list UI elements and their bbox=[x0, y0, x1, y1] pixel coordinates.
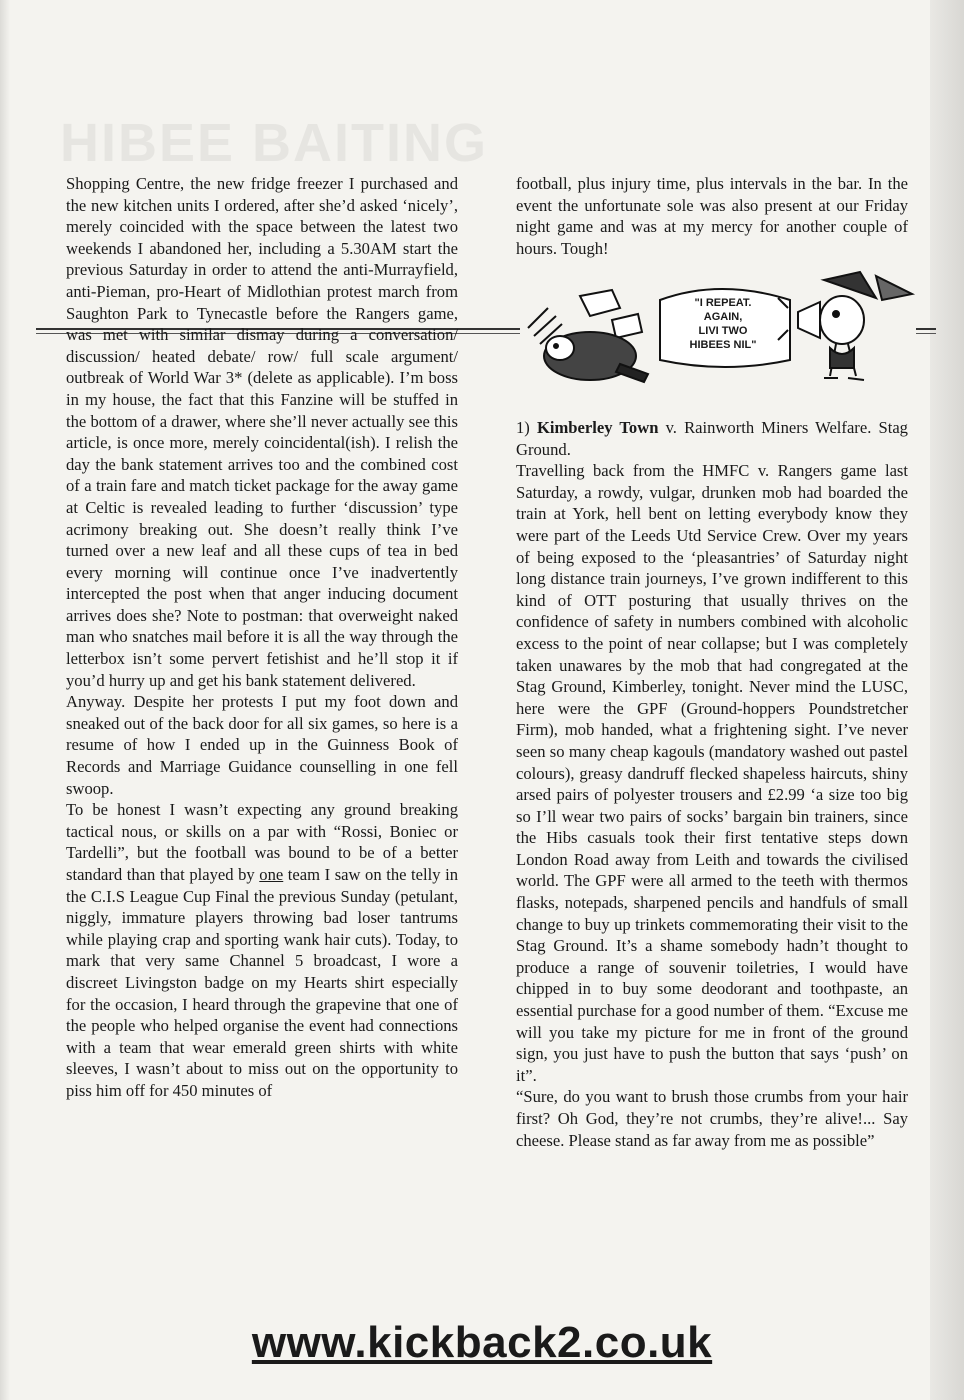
underlined-word: one bbox=[259, 865, 284, 884]
right-paragraph-1: football, plus injury time, plus intervals in the bar. In the event the unfortunate sole was also present at our Friday night game and was at my mercy for another couple of hours. Tough! bbox=[516, 174, 908, 258]
page-left-edge bbox=[0, 0, 10, 1400]
left-paragraph-1: Shopping Centre, the new fridge freezer I purchased and the new kitchen units I ordered, after she’d asked ‘nicely’, merely coincided with the space between the latest two weekends I abandoned her, including a 5.30AM start the previous Saturday in order to attend the anti-Murrayfield, anti-Pieman, pro-Heart of Midlothian protest march from Saughton Park to Tynecastle before the Rangers game, was met with similar dismay during a conversation/ discussion/ heated debate/ row/ full scale argument/ outbreak of World War 3* (delete as applicable). I’m boss in my house, the fact that this Fanzine will be stuffed in the bottom of a drawer, where she’ll never actually see this article, is once more, merely coincidental(ish). I relish the day the bank statement arrives too and the combined cost of a train fare and match ticket package for the away game at Celtic is revealed leading to further ‘discussion’ type acrimony breaking out. She doesn’t really think I’ve turned over a new leaf and all these cups of tea in bed every morning will continue once I’ve inadvertently intercepted the post when that anger inducing document arrives does she? Note to postman: that overweight naked man who snatches mail before it is all the way through the letterbox isn’t some pervert fetishist and he’ll stop it if you’d hurry up and get his bank statement delivered. bbox=[66, 174, 458, 690]
match-heading bbox=[516, 417, 908, 460]
bubble-line-2: AGAIN, bbox=[703, 311, 743, 323]
bubble-line-3: LIVI TWO bbox=[698, 325, 748, 337]
text-run: To be honest I wasn’t expecting any ground breaking tactical nous, or skills on a par with “Rossi, Boniec or Tardelli”, but the football was bound to be of a better standard than that played by bbox=[66, 800, 458, 884]
bubble-line-4: HIBEES NIL" bbox=[689, 339, 757, 351]
right-column-bottom bbox=[516, 417, 908, 1151]
right-paragraph-3: “Sure, do you want to brush those crumbs from your hair first? Oh God, they’re not crumbs, they’re alive!... Say cheese. Please stand as far away from me as possible” bbox=[516, 1087, 908, 1150]
home-team: Kimberley Town bbox=[536, 418, 659, 437]
left-paragraph-2: Anyway. Despite her protests I put my foot down and sneaked out of the back door for all six games, so here is a resume of how I ended up in the Guinness Book of Records and Marriage Guidance counselling in one fell swoop. bbox=[66, 692, 458, 798]
match-number: 1) bbox=[516, 418, 537, 437]
right-column-top bbox=[516, 173, 908, 259]
right-paragraph-2: Travelling back from the HMFC v. Rangers game last Saturday, a rowdy, vulgar, drunken mob had boarded the train at York, hell bent on letting everybody know they were part of the Leeds Utd Service Crew. Over my years of being exposed to the ‘pleasantries’ of Saturday night long distance train journeys, I’ve grown indifferent to this kind of OTT posturing that usually thrives on the confidence of safety in numbers combined with alcoholic excess to the point of near collapse; but I was completely taken unawares by the mob that had congregated at the Stag Ground, Kimberley, tonight. Never mind the LUSC, here were the GPF (Ground-hoppers Poundstretcher Firm), mob handed, what a frightening sight. I’ve never seen so many cheap kagouls (mandatory washed out pastel colours), greasy dandruff flecked shapeless haircuts, shiny arsed pairs of polyester trousers and £2.99 ‘a size too big so I’ll wear two pairs of socks’ bargain bin trainers, since the Hibs casuals took their first tentative steps down London Road away from Leith and towards the civilised world. The GPF were all armed to the teeth with thermos flasks, notepads, sharpened pencils and handfuls of small change to buy up trinkets commemorating their visit to the Stag Ground. It’s a shame somebody hadn’t thought to produce a range of souvenir toiletries, I would have chipped in to buy some deodorant and toothpaste, an essential purchase for a good number of them. “Excuse me will you take my picture for me in front of the ground sign, you just have to push the button that says ‘push’ on it”. bbox=[516, 461, 908, 1085]
text-run: team I saw on the telly in the C.I.S League Cup Final the previous Sunday (petulant, niggly, immature players throwing bad loser tantrums while playing crap and sporting wank hair cuts). Today, to mark that very same Channel 5 broadcast, I wore a discreet Livingston badge on my Hearts shirt especially for the occasion, I heard through the grapevine that one of the people who helped organise the event had connections with a team that wear emerald green shirts with white sleeves, I wasn’t about to miss out on the opportunity to piss him off for 450 minutes of bbox=[66, 865, 458, 1100]
left-paragraph-3 bbox=[66, 799, 458, 1101]
match-details: v. Rainworth Miners Welfare. Stag Ground. bbox=[516, 418, 908, 459]
cartoon-illustration bbox=[520, 268, 916, 400]
bubble-line-1: "I REPEAT. bbox=[694, 297, 752, 309]
footer-website-url: www.kickback2.co.uk bbox=[251, 1318, 713, 1367]
speech-bubble bbox=[658, 296, 788, 358]
page-right-edge bbox=[930, 0, 964, 1400]
bleed-through-heading: HIBEE BAITING bbox=[60, 113, 489, 173]
left-column bbox=[66, 173, 458, 1102]
